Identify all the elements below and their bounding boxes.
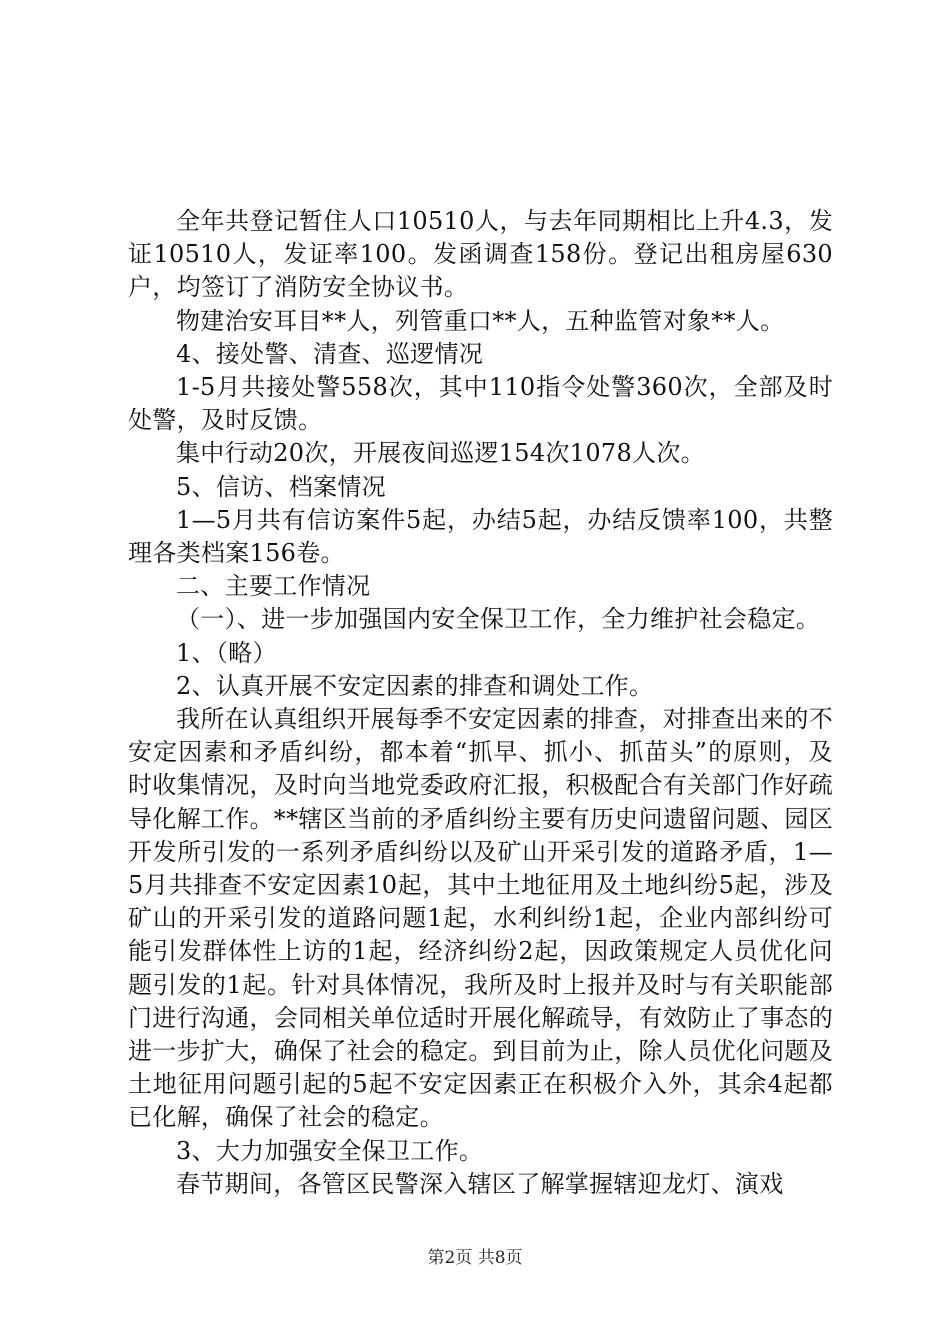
paragraph: 物建治安耳目**人，列管重口**人，五种监管对象**人。 — [176, 306, 785, 335]
paragraph: 集中行动20次，开展夜间巡逻154次1078人次。 — [176, 439, 705, 468]
paragraph: 1-5月共接处警558次，其中110指令处警360次，全部及时处警，及时反馈。 — [128, 373, 833, 435]
paragraph: 我所在认真组织开展每季不安定因素的排查，对排查出来的不安定因素和矛盾纠纷，都本着“抓早、抓小、抓苗头”的原则，及时收集情况，及时向当地党委政府汇报，积极配合有关部门作好疏导化解工作。**辖区当前的矛盾纠纷主要有历史问遗留问题、园区开发所引发的一系列矛盾纠纷以及矿山开采引发的道路矛盾，1—5月共排查不安定因素10起，其中土地征用及土地纠纷5起，涉及矿山的开采引发的道路问题1起，水利纠纷1起，企业内部纠纷可能引发群体性上访的1起，经济纠纷2起，因政策规定人员优化问题引发的1起。针对具体情况，我所及时上报并及时与有关职能部门进行沟通，会同相关单位适时开展化解疏导，有效防止了事态的进一步扩大，确保了社会的稳定。到目前为止，除人员优化问题及土地征用问题引起的5起不安定因素正在积极介入外，其余4起都已化解，确保了社会的稳定。 — [128, 705, 833, 1132]
section-heading: 5、信访、档案情况 — [176, 472, 386, 501]
paragraph: 全年共登记暂住人口10510人，与去年同期相比上升4.3，发证10510人，发证率100。发函调查158份。登记出租房屋630户，均签订了消防安全协议书。 — [128, 207, 833, 302]
section-heading: 2、认真开展不安定因素的排查和调处工作。 — [176, 671, 654, 700]
document-body — [128, 205, 833, 1201]
section-heading: （一）、进一步加强国内安全保卫工作，全力维护社会稳定。 — [176, 605, 821, 634]
section-heading: 3、大力加强安全保卫工作。 — [176, 1136, 484, 1165]
section-heading: 4、接处警、清查、巡逻情况 — [176, 339, 484, 368]
paragraph: 1—5月共有信访案件5起，办结5起，办结反馈率100，共整理各类档案156卷。 — [128, 505, 833, 568]
section-heading: 1、（略） — [176, 638, 277, 667]
section-heading: 二、主要工作情况 — [176, 572, 371, 601]
paragraph: 春节期间，各管区民警深入辖区了解掌握辖迎龙灯、演戏 — [176, 1169, 784, 1198]
page-footer: 第2页 共8页 — [427, 1248, 523, 1268]
